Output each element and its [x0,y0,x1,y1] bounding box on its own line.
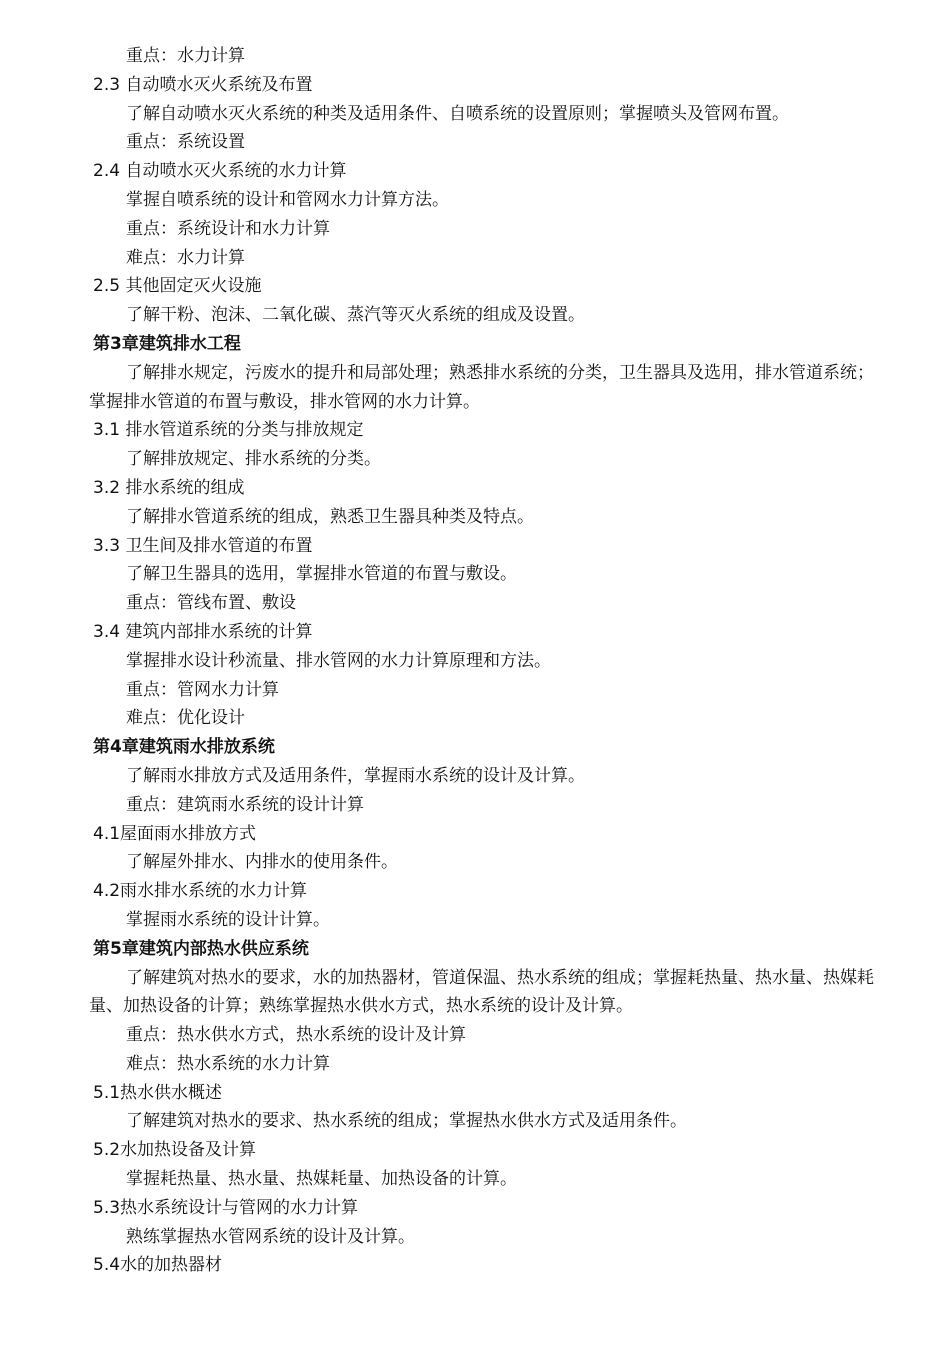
body-text-line: 重点：系统设计和水力计算 [126,218,330,239]
body-text-line: 了解卫生器具的选用，掌握排水管道的布置与敷设。 [126,564,517,585]
body-text-line: 了解雨水排放方式及适用条件，掌握雨水系统的设计及计算。 [126,765,585,786]
document-page [0,42,951,1280]
body-text-line: 熟练掌握热水管网系统的设计及计算。 [126,1226,415,1247]
body-text-line: 掌握耗热量、热水量、热媒耗量、加热设备的计算。 [126,1169,517,1190]
chapter-heading: 第4章建筑雨水排放系统 [93,737,275,758]
body-text-line: 掌握雨水系统的设计计算。 [126,909,330,930]
section-heading: 4.1屋面雨水排放方式 [93,823,257,844]
section-heading: 3.2 排水系统的组成 [93,477,245,498]
body-text-line: 难点：优化设计 [126,708,245,729]
body-text-line: 掌握排水设计秒流量、排水管网的水力计算原理和方法。 [126,650,551,671]
body-text-line: 了解干粉、泡沫、二氧化碳、蒸汽等灭火系统的组成及设置。 [126,305,585,326]
section-heading: 3.4 建筑内部排水系统的计算 [93,621,313,642]
body-text-line: 重点：水力计算 [126,46,245,66]
chapter-heading: 第3章建筑排水工程 [93,333,241,354]
section-heading: 2.5 其他固定灭火设施 [93,276,262,297]
body-text-line: 了解排放规定、排水系统的分类。 [126,449,381,470]
chapter-heading: 第5章建筑内部热水供应系统 [93,938,309,959]
body-text-line: 了解建筑对热水的要求、热水系统的组成；掌握热水供水方式及适用条件。 [126,1111,687,1132]
section-heading: 5.2水加热设备及计算 [93,1140,257,1161]
section-heading: 5.3热水系统设计与管网的水力计算 [93,1197,359,1218]
paragraph: 了解建筑对热水的要求，水的加热器材，管道保温、热水系统的组成；掌握耗热量、热水量、热媒耗量、加热设备的计算；熟练掌握热水供水方式，热水系统的设计及计算。 [89,967,874,1017]
section-heading: 2.4 自动喷水灭火系统的水力计算 [93,161,347,182]
section-heading: 2.3 自动喷水灭火系统及布置 [93,74,313,95]
body-text-line: 重点：热水供水方式，热水系统的设计及计算 [126,1025,466,1046]
body-text-line: 重点：管线布置、敷设 [126,593,296,614]
section-heading: 5.4水的加热器材 [93,1255,223,1276]
body-text-line: 了解自动喷水灭火系统的种类及适用条件、自喷系统的设置原则；掌握喷头及管网布置。 [126,103,789,124]
body-text-line: 重点：系统设置 [126,132,245,153]
paragraph: 了解排水规定，污废水的提升和局部处理；熟悉排水系统的分类，卫生器具及选用，排水管道系统；掌握排水管道的布置与敷设，排水管网的水力计算。 [89,362,874,412]
body-text-line: 难点：热水系统的水力计算 [126,1053,330,1074]
body-text-line: 掌握自喷系统的设计和管网水力计算方法。 [126,189,449,210]
body-text-line: 难点：水力计算 [126,247,245,268]
section-heading: 3.1 排水管道系统的分类与排放规定 [93,420,364,441]
body-text-line: 重点：建筑雨水系统的设计计算 [126,794,364,815]
section-heading: 5.1热水供水概述 [93,1082,223,1103]
body-text-line: 了解屋外排水、内排水的使用条件。 [126,852,398,873]
body-text-line: 重点：管网水力计算 [126,679,279,700]
body-text-line: 了解排水管道系统的组成，熟悉卫生器具种类及特点。 [126,506,534,527]
section-heading: 3.3 卫生间及排水管道的布置 [93,535,313,556]
section-heading: 4.2雨水排水系统的水力计算 [93,881,308,902]
